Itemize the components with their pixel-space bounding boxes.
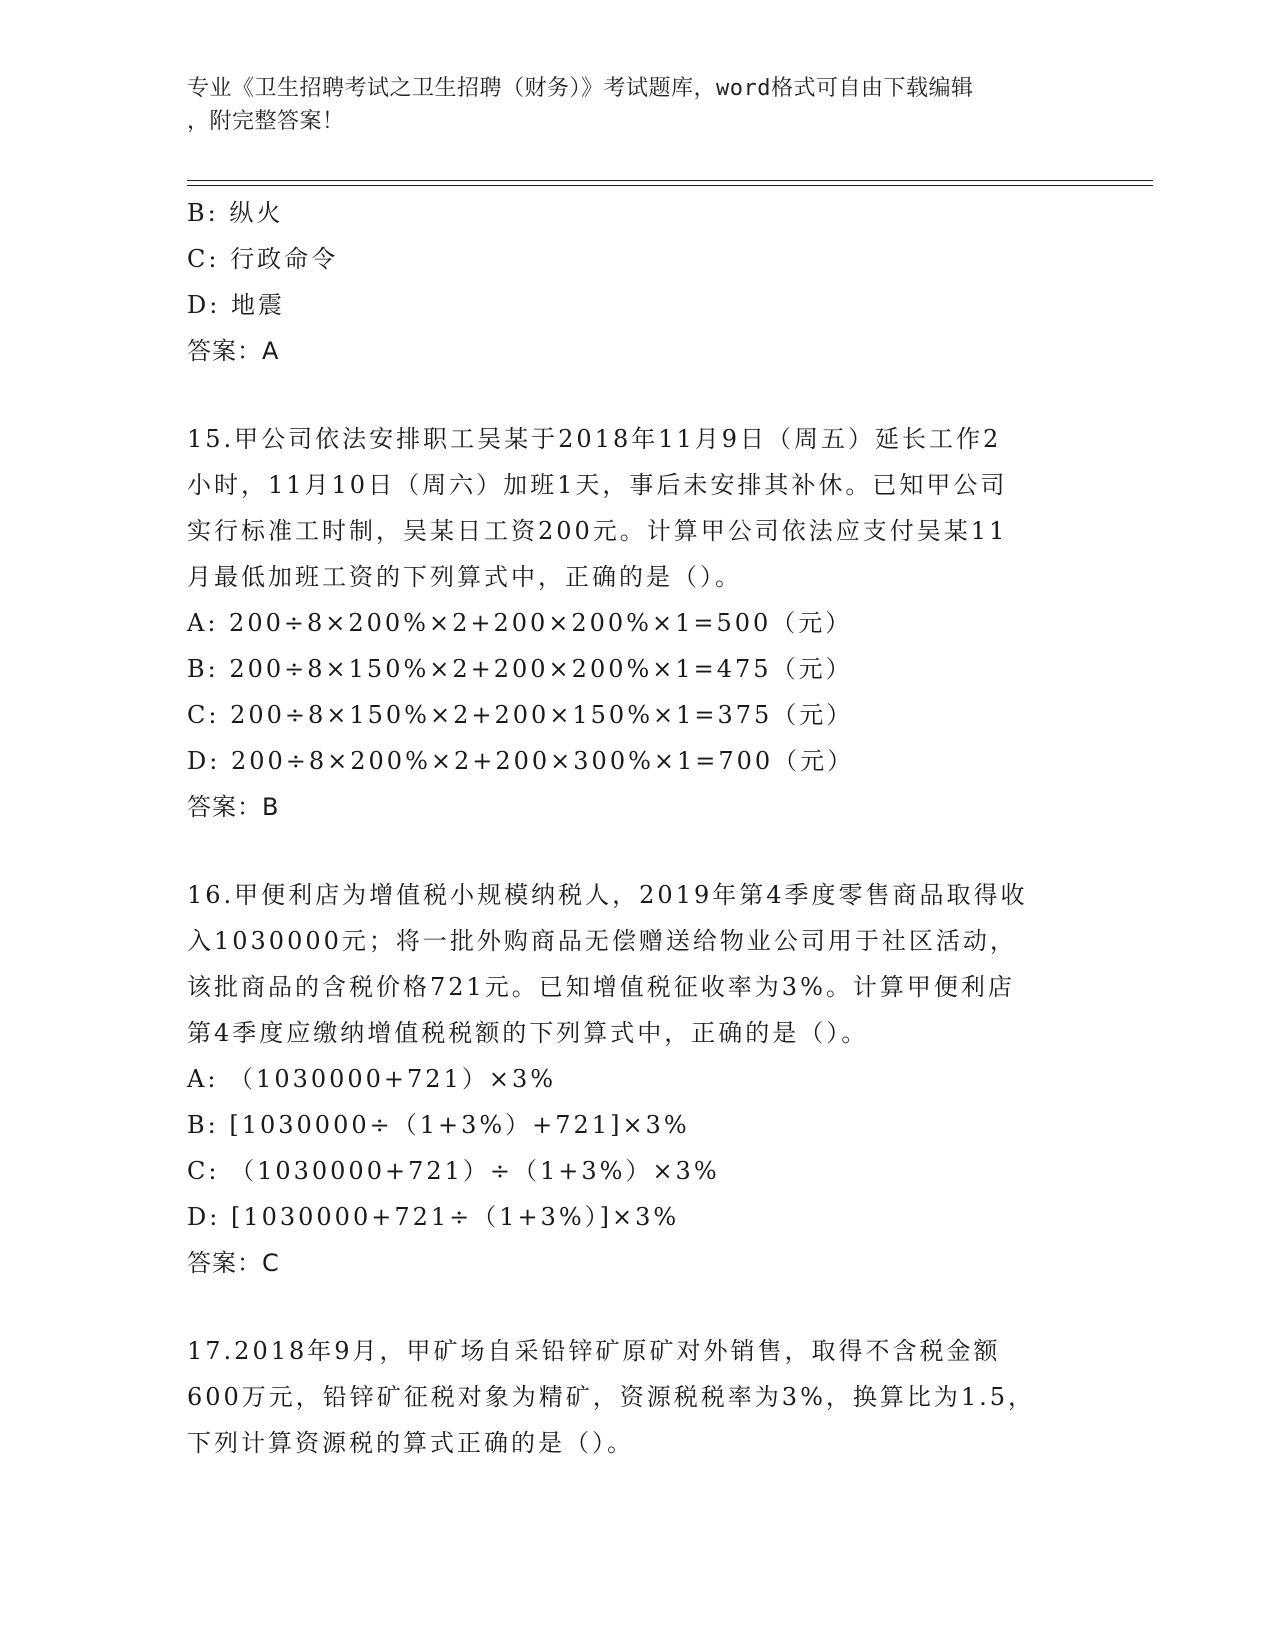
question-16-block bbox=[187, 872, 1087, 1286]
option-b: B: [1030000÷（1+3%）+721]×3% bbox=[187, 1111, 690, 1139]
question-stem-line: 下列计算资源税的算式正确的是（）。 bbox=[187, 1429, 634, 1457]
question-stem-line: 入1030000元；将一批外购商品无偿赠送给物业公司用于社区活动， bbox=[187, 927, 1017, 955]
answer-label: 答案：C bbox=[187, 1249, 280, 1277]
answer-label: 答案：B bbox=[187, 793, 280, 821]
question-17-block bbox=[187, 1328, 1087, 1466]
option-c: C: （1030000+721）÷（1+3%）×3% bbox=[187, 1157, 720, 1185]
question-14-block bbox=[187, 190, 1087, 374]
option-b: B: 200÷8×150%×2+200×200%×1=475（元） bbox=[187, 655, 853, 683]
question-stem-line: 16.甲便利店为增值税小规模纳税人，2019年第4季度零售商品取得收 bbox=[187, 881, 1028, 909]
question-stem-line: 17.2018年9月，甲矿场自采铅锌矿原矿对外销售，取得不含税金额 bbox=[187, 1337, 1001, 1365]
header-divider-bottom bbox=[187, 185, 1153, 186]
document-header bbox=[187, 72, 1067, 138]
option-d: D: [1030000+721÷（1+3%）]×3% bbox=[187, 1203, 680, 1231]
question-stem-line: 第4季度应缴纳增值税税额的下列算式中，正确的是（）。 bbox=[187, 1019, 869, 1047]
header-line-1: 专业《卫生招聘考试之卫生招聘（财务）》考试题库，word格式可自由下载编辑 bbox=[187, 76, 974, 101]
header-line-2: ，附完整答案！ bbox=[187, 109, 345, 134]
document-body bbox=[187, 190, 1087, 1466]
option-d: D: 地震 bbox=[187, 291, 285, 319]
question-stem-line: 实行标准工时制，吴某日工资200元。计算甲公司依法应支付吴某11 bbox=[187, 517, 1008, 545]
option-b: B: 纵火 bbox=[187, 199, 284, 227]
question-stem-line: 小时，11月10日（周六）加班1天，事后未安排其补休。已知甲公司 bbox=[187, 471, 1008, 499]
option-a: A: （1030000+721）×3% bbox=[187, 1065, 557, 1093]
question-stem-line: 该批商品的含税价格721元。已知增值税征收率为3%。计算甲便利店 bbox=[187, 973, 1015, 1001]
option-a: A: 200÷8×200%×2+200×200%×1=500（元） bbox=[187, 609, 853, 637]
header-divider-top bbox=[187, 180, 1153, 181]
question-stem-line: 15.甲公司依法安排职工吴某于2018年11月9日（周五）延长工作2 bbox=[187, 425, 1002, 453]
answer-label: 答案：A bbox=[187, 337, 280, 365]
question-stem-line: 600万元，铅锌矿征税对象为精矿，资源税税率为3%，换算比为1.5， bbox=[187, 1383, 1036, 1411]
question-stem-line: 月最低加班工资的下列算式中，正确的是（）。 bbox=[187, 563, 742, 591]
option-c: C: 行政命令 bbox=[187, 245, 339, 273]
option-c: C: 200÷8×150%×2+200×150%×1=375（元） bbox=[187, 701, 854, 729]
question-15-block bbox=[187, 416, 1087, 830]
option-d: D: 200÷8×200%×2+200×300%×1=700（元） bbox=[187, 747, 855, 775]
